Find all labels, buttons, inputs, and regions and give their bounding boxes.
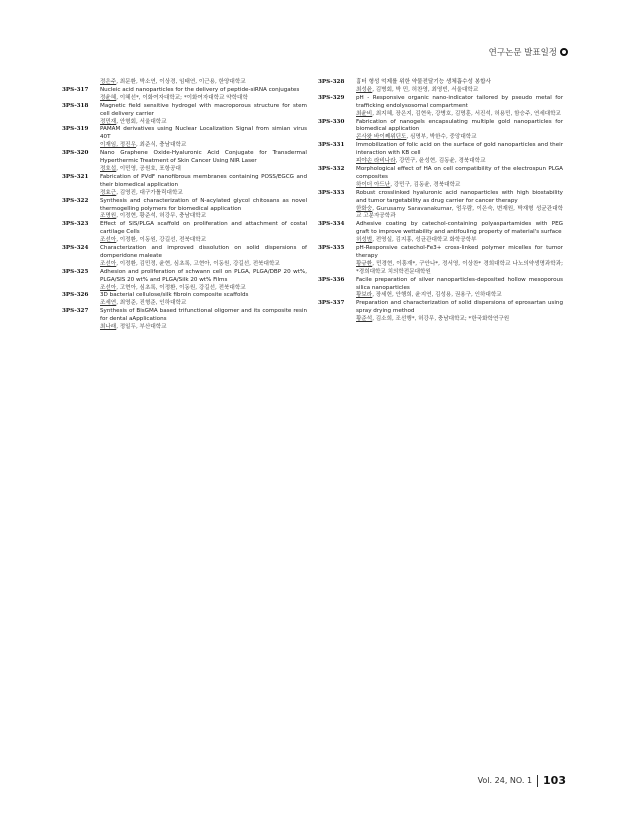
entry-code: 3PS-324 [62, 245, 89, 252]
program-entry [318, 221, 563, 245]
authors: , 김소희, 조선행*, 허강무, 충남대학교; *한국화학연구원 [372, 316, 510, 323]
entry-title: pH - Responsive organic nano-indicator tailored by pseudo metal for trafficking endolysosomal compartment [356, 94, 563, 109]
entry-title: Robust crosslinked hyaluronic acid nanoparticles with high biostability and tumor targetability as drug carrier for cancer therapy [356, 189, 563, 204]
program-entry [62, 174, 307, 198]
authors: , 이정환, 이동원, 강길선, 전북대학교 [116, 237, 207, 244]
program-entry [62, 221, 307, 245]
authors: , 김병회, 박 민, 허찬영, 최영빈, 서울대학교 [372, 86, 479, 93]
presenter: 이재임, 정진우 [100, 142, 136, 149]
presenter: 황규환 [356, 260, 373, 267]
program-entry [318, 166, 563, 190]
entry-code: 3PS-322 [62, 197, 89, 204]
entry-title: Facile preparation of silver nanoparticles-deposited hollow mesoporous silica nanoparticles [356, 276, 563, 291]
program-entry [318, 95, 563, 119]
presenter: 정은주 [100, 79, 117, 85]
presenter: 정민재 [100, 118, 117, 125]
program-entry [62, 269, 307, 293]
program-entry [318, 119, 563, 143]
presenter: 피야손 라비나라 [356, 158, 396, 165]
entry-title: Nucleic acid nanoparticles for the delivery of peptide-siRNA conjugates [100, 86, 300, 93]
presenter: 황준석 [356, 316, 373, 323]
presenter: 조세연 [100, 300, 117, 307]
entry-code: 3PS-321 [62, 173, 89, 180]
presenter: 황보라 [356, 292, 373, 299]
presenter: 조선아 [100, 237, 117, 244]
entry-code: 3PS-318 [62, 102, 89, 109]
right-column [318, 79, 563, 324]
entry-title: Nano Graphene Oxide-Hyaluronic Acid Conjugate for Transdermal Hyperthermic Treatment of Skin Cancer Using NIR Laser [100, 150, 307, 165]
authors: , 전영실, 김지홍, 성균관대학교 화학공학부 [372, 237, 477, 244]
presenter: 최윤비 [356, 110, 373, 117]
entry-code: 3PS-334 [318, 221, 345, 228]
program-entry [62, 150, 307, 174]
entry-title: Adhesion and proliferation of schwann cell on PLGA, PLGA/DBP 20 wt%, PLGA/SIS 20 wt% and PLGA/Silk 20 wt% Films [100, 268, 307, 283]
entry-code: 3PS-319 [62, 126, 89, 133]
authors: , 강민구, 김동윤, 경북대학교 [390, 181, 461, 188]
entry-code: 3PS-333 [318, 189, 345, 196]
entry-title: Synthesis and characterization of N-acylated glycol chitosans as novel thermogelling polymers for biomedical application [100, 197, 307, 212]
entry-title: Synthesis of BisGMA based trifunctional oligomer and its composite resin for dental aApplications [100, 308, 307, 323]
entry-title: Morphological effect of HA on cell compatibility of the electrospun PLGA composites [356, 165, 563, 180]
entry-code: 3PS-327 [62, 308, 89, 315]
authors: , 이혜선*, 이화여자대학교; *이화여자대학교 약학대학 [116, 94, 248, 101]
authors: , 김영진, 대구가톨릭대학교 [116, 189, 183, 196]
entry-code: 3PS-320 [62, 150, 89, 157]
authors: , 강민구, 윤성현, 김동윤, 경북대학교 [395, 158, 486, 165]
entry-title: PAMAM derivatives using Nuclear Localization Signal from simian virus 40T [100, 126, 307, 141]
entry-code: 3PS-337 [318, 300, 345, 307]
presenter: 하이더 아드난 [356, 181, 391, 188]
presenter: 최성윤 [356, 86, 373, 93]
program-entry [318, 300, 563, 324]
program-entry [318, 245, 563, 277]
entry-list [318, 79, 563, 324]
entry-code: 3PS-325 [62, 268, 89, 275]
authors: , 민경현, 이흥재*, 구안나*, 정서영, 이상찬* 경희대학교 나노의약생명과학과; *경희대학교 치의학전문대학원 [356, 260, 563, 275]
program-entry [62, 103, 307, 127]
entry-code: 3PS-330 [318, 118, 345, 125]
presenter: 최나래 [100, 324, 117, 331]
authors: , 최영준, 진형준, 인하대학교 [116, 300, 187, 307]
presenter: 한화숭 [356, 205, 373, 212]
authors: , 이정환, 김민정, 윤현, 심초록, 고현아, 이동원, 강길선, 전북대학교 [116, 260, 280, 267]
divider [537, 775, 538, 787]
entry-title: Preparation and characterization of solid dispersions of eprosartan using spray drying method [356, 300, 563, 315]
header-title: 연구논문 발표일정 [488, 48, 557, 58]
authors: , 고현아, 심초록, 이정환, 이동원, 강길선, 전북대학교 [116, 284, 246, 291]
entry-code: 3PS-332 [318, 165, 345, 172]
program-entry [318, 190, 563, 222]
page-footer [478, 774, 566, 787]
program-entry [62, 292, 307, 308]
authors: , 이민영, 공원호, 포항공대 [116, 165, 181, 172]
entry-title: Characterization and improved dissolution on solid dispersions of domperidone maleate [100, 245, 307, 259]
authors: , 최준식, 충남대학교 [135, 142, 187, 149]
entry-title: 흉터 형성 억제를 위한 약물전달기능 생체흡수성 봉합사 [356, 79, 491, 85]
authors: , 정일두, 부산대학교 [116, 324, 167, 331]
authors: , 이정현, 황준석, 허강무, 충남대학교 [116, 213, 207, 220]
entry-list [62, 87, 307, 332]
lead-entry [62, 79, 307, 87]
program-entry [62, 198, 307, 222]
page-number: 103 [543, 774, 566, 787]
circle-bullet-icon [560, 48, 568, 56]
program-entry [318, 79, 563, 95]
presenter: 콘사왓 바이쩨위딘도 [356, 134, 407, 141]
authors: , 최지혜, 장은지, 김현욱, 강병호, 김명훈, 서진석, 허용민, 함승주, 연세대학교 [372, 110, 561, 117]
entry-code: 3PS-335 [318, 245, 345, 252]
authors: , Gurusamy Saravanakumar, 엄우람, 이은숙, 변재원, 박재형 성균관대학교 고분자공학과 [356, 205, 563, 220]
presenter: 조명원 [100, 213, 117, 220]
program-entry [62, 126, 307, 150]
entry-title: Effect of SIS/PLGA scaffold on proliferation and attachment of costal cartilage Cells [100, 221, 307, 236]
entry-title: pH-Responsive catechol-Fe3+ cross-linked polymer micelles for tumor therapy [356, 245, 563, 259]
authors: , 안형회, 서울대학교 [116, 118, 167, 125]
presenter: 정효근 [100, 189, 117, 196]
program-entry [62, 87, 307, 103]
authors: , 장세헌, 안행희, 윤지연, 김성용, 권용구, 인하대학교 [372, 292, 502, 299]
volume-label: Vol. 24, NO. 1 [477, 776, 533, 785]
authors: , 최문환, 박소연, 이상경, 임태연, 이근용, 한양대학교 [116, 79, 246, 85]
presenter: 정윤혜 [100, 94, 117, 101]
presenter: 허성범 [356, 237, 373, 244]
entry-code: 3PS-323 [62, 221, 89, 228]
authors: , 심명부, 박한수, 중앙대학교 [406, 134, 477, 141]
entry-code: 3PS-328 [318, 79, 345, 85]
entry-title: Magnetic field sensitive hydrogel with macroporous structure for stem cell delivery carrier [100, 102, 307, 117]
program-entry [62, 245, 307, 269]
entry-title: Immobilization of folic acid on the surface of gold nanoparticles and their interaction with KB cell [356, 142, 563, 157]
entry-title: Adhesive coating by catechol-containing polyaspartamides with PEG graft to improve wettability and antifouling property of material's surface [356, 221, 563, 236]
entry-code: 3PS-326 [62, 292, 89, 299]
left-column [62, 79, 307, 332]
running-header [489, 46, 568, 58]
entry-title: Fabrication of nanogels encapsulating multiple gold nanoparticles for biomedical application [356, 118, 563, 133]
presenter: 조선아 [100, 260, 117, 267]
entry-code: 3PS-329 [318, 94, 345, 101]
program-entry [62, 308, 307, 332]
entry-code: 3PS-317 [62, 86, 89, 93]
presenter: 정호섭 [100, 165, 117, 172]
program-entry [318, 277, 563, 301]
entry-title: 3D bacterial cellulose/silk fibroin composite scaffolds [100, 292, 249, 299]
entry-title: Fabrication of PVdF nanofibrous membranes containing POSS/EGCG and their biomedical application [100, 173, 307, 188]
entry-code: 3PS-336 [318, 276, 345, 283]
entry-code: 3PS-331 [318, 142, 345, 149]
presenter: 조선아 [100, 284, 117, 291]
program-entry [318, 142, 563, 166]
